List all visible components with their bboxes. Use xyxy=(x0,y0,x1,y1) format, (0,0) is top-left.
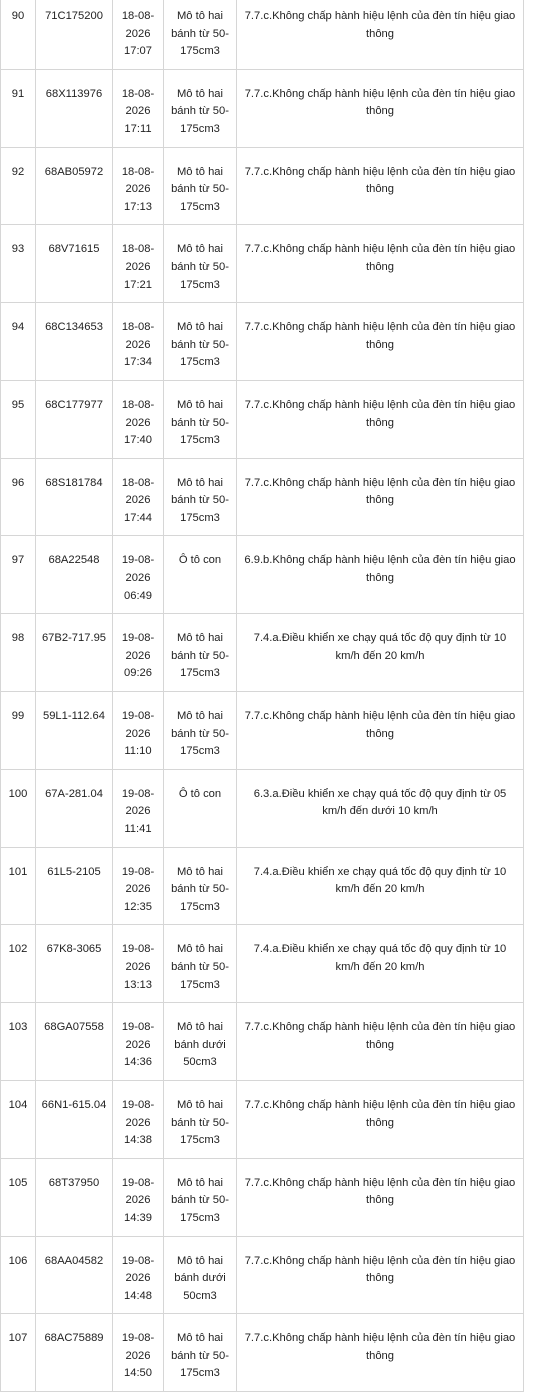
license-plate-cell: 68V71615 xyxy=(36,225,113,303)
violation-time-cell: 19-08-2026 14:38 xyxy=(113,1080,164,1158)
violation-time-cell: 18-08-2026 17:40 xyxy=(113,380,164,458)
violation-description-cell: 6.3.a.Điều khiển xe chạy quá tốc độ quy định từ 05 km/h đến dưới 10 km/h xyxy=(237,769,524,847)
license-plate-cell: 71C175200 xyxy=(36,0,113,69)
violation-description-cell: 7.7.c.Không chấp hành hiệu lệnh của đèn tín hiệu giao thông xyxy=(237,458,524,536)
row-number-cell: 92 xyxy=(1,147,36,225)
vehicle-type-cell: Mô tô hai bánh từ 50-175cm3 xyxy=(164,225,237,303)
license-plate-cell: 67B2-717.95 xyxy=(36,614,113,692)
row-number-cell: 96 xyxy=(1,458,36,536)
violation-time-cell: 18-08-2026 17:44 xyxy=(113,458,164,536)
vehicle-type-cell: Mô tô hai bánh dưới 50cm3 xyxy=(164,1236,237,1314)
table-row xyxy=(1,69,524,147)
violation-description-cell: 7.7.c.Không chấp hành hiệu lệnh của đèn tín hiệu giao thông xyxy=(237,1003,524,1081)
table-row xyxy=(1,769,524,847)
violation-description-cell: 7.7.c.Không chấp hành hiệu lệnh của đèn tín hiệu giao thông xyxy=(237,1158,524,1236)
table-row xyxy=(1,847,524,925)
table-row xyxy=(1,692,524,770)
row-number-cell: 97 xyxy=(1,536,36,614)
license-plate-cell: 67K8-3065 xyxy=(36,925,113,1003)
row-number-cell: 90 xyxy=(1,0,36,69)
vehicle-type-cell: Mô tô hai bánh từ 50-175cm3 xyxy=(164,1080,237,1158)
violation-time-cell: 18-08-2026 17:11 xyxy=(113,69,164,147)
violation-description-cell: 7.7.c.Không chấp hành hiệu lệnh của đèn tín hiệu giao thông xyxy=(237,69,524,147)
vehicle-type-cell: Mô tô hai bánh từ 50-175cm3 xyxy=(164,1158,237,1236)
violation-time-cell: 19-08-2026 14:50 xyxy=(113,1314,164,1392)
table-row xyxy=(1,380,524,458)
violations-table-body xyxy=(1,0,524,1392)
license-plate-cell: 68GA07558 xyxy=(36,1003,113,1081)
violation-time-cell: 18-08-2026 17:21 xyxy=(113,225,164,303)
violation-description-cell: 7.7.c.Không chấp hành hiệu lệnh của đèn tín hiệu giao thông xyxy=(237,0,524,69)
row-number-cell: 106 xyxy=(1,1236,36,1314)
row-number-cell: 101 xyxy=(1,847,36,925)
vehicle-type-cell: Mô tô hai bánh từ 50-175cm3 xyxy=(164,1314,237,1392)
license-plate-cell: 67A-281.04 xyxy=(36,769,113,847)
table-row xyxy=(1,147,524,225)
vehicle-type-cell: Mô tô hai bánh từ 50-175cm3 xyxy=(164,0,237,69)
violation-description-cell: 7.7.c.Không chấp hành hiệu lệnh của đèn tín hiệu giao thông xyxy=(237,1236,524,1314)
violation-description-cell: 7.7.c.Không chấp hành hiệu lệnh của đèn tín hiệu giao thông xyxy=(237,303,524,381)
license-plate-cell: 68C134653 xyxy=(36,303,113,381)
table-row xyxy=(1,614,524,692)
vehicle-type-cell: Mô tô hai bánh từ 50-175cm3 xyxy=(164,925,237,1003)
license-plate-cell: 68T37950 xyxy=(36,1158,113,1236)
table-row xyxy=(1,225,524,303)
table-row xyxy=(1,536,524,614)
violation-time-cell: 19-08-2026 14:39 xyxy=(113,1158,164,1236)
violation-time-cell: 19-08-2026 14:36 xyxy=(113,1003,164,1081)
table-row xyxy=(1,458,524,536)
license-plate-cell: 66N1-615.04 xyxy=(36,1080,113,1158)
violation-description-cell: 7.4.a.Điều khiển xe chạy quá tốc độ quy định từ 10 km/h đến 20 km/h xyxy=(237,925,524,1003)
violation-description-cell: 7.7.c.Không chấp hành hiệu lệnh của đèn tín hiệu giao thông xyxy=(237,225,524,303)
row-number-cell: 104 xyxy=(1,1080,36,1158)
table-row xyxy=(1,1003,524,1081)
license-plate-cell: 59L1-112.64 xyxy=(36,692,113,770)
row-number-cell: 107 xyxy=(1,1314,36,1392)
table-row xyxy=(1,0,524,69)
vehicle-type-cell: Mô tô hai bánh từ 50-175cm3 xyxy=(164,303,237,381)
vehicle-type-cell: Ô tô con xyxy=(164,769,237,847)
table-row xyxy=(1,1236,524,1314)
violation-description-cell: 7.7.c.Không chấp hành hiệu lệnh của đèn tín hiệu giao thông xyxy=(237,1080,524,1158)
vehicle-type-cell: Ô tô con xyxy=(164,536,237,614)
violation-description-cell: 7.7.c.Không chấp hành hiệu lệnh của đèn tín hiệu giao thông xyxy=(237,380,524,458)
violation-time-cell: 18-08-2026 17:34 xyxy=(113,303,164,381)
license-plate-cell: 68S181784 xyxy=(36,458,113,536)
vehicle-type-cell: Mô tô hai bánh từ 50-175cm3 xyxy=(164,69,237,147)
vehicle-type-cell: Mô tô hai bánh từ 50-175cm3 xyxy=(164,380,237,458)
vehicle-type-cell: Mô tô hai bánh từ 50-175cm3 xyxy=(164,147,237,225)
violation-description-cell: 7.4.a.Điều khiển xe chạy quá tốc độ quy định từ 10 km/h đến 20 km/h xyxy=(237,614,524,692)
violation-time-cell: 18-08-2026 17:13 xyxy=(113,147,164,225)
row-number-cell: 99 xyxy=(1,692,36,770)
row-number-cell: 94 xyxy=(1,303,36,381)
table-row xyxy=(1,1080,524,1158)
license-plate-cell: 68A22548 xyxy=(36,536,113,614)
violation-time-cell: 19-08-2026 13:13 xyxy=(113,925,164,1003)
violation-time-cell: 19-08-2026 14:48 xyxy=(113,1236,164,1314)
row-number-cell: 98 xyxy=(1,614,36,692)
violation-description-cell: 6.9.b.Không chấp hành hiệu lệnh của đèn tín hiệu giao thông xyxy=(237,536,524,614)
vehicle-type-cell: Mô tô hai bánh dưới 50cm3 xyxy=(164,1003,237,1081)
violation-time-cell: 19-08-2026 11:10 xyxy=(113,692,164,770)
license-plate-cell: 68X113976 xyxy=(36,69,113,147)
table-row xyxy=(1,925,524,1003)
violation-time-cell: 18-08-2026 17:07 xyxy=(113,0,164,69)
violation-description-cell: 7.7.c.Không chấp hành hiệu lệnh của đèn tín hiệu giao thông xyxy=(237,692,524,770)
row-number-cell: 93 xyxy=(1,225,36,303)
violation-description-cell: 7.7.c.Không chấp hành hiệu lệnh của đèn tín hiệu giao thông xyxy=(237,1314,524,1392)
violation-time-cell: 19-08-2026 06:49 xyxy=(113,536,164,614)
violation-time-cell: 19-08-2026 12:35 xyxy=(113,847,164,925)
violation-time-cell: 19-08-2026 11:41 xyxy=(113,769,164,847)
license-plate-cell: 68C177977 xyxy=(36,380,113,458)
vehicle-type-cell: Mô tô hai bánh từ 50-175cm3 xyxy=(164,458,237,536)
row-number-cell: 102 xyxy=(1,925,36,1003)
license-plate-cell: 68AC75889 xyxy=(36,1314,113,1392)
violation-description-cell: 7.4.a.Điều khiển xe chạy quá tốc độ quy định từ 10 km/h đến 20 km/h xyxy=(237,847,524,925)
row-number-cell: 95 xyxy=(1,380,36,458)
license-plate-cell: 61L5-2105 xyxy=(36,847,113,925)
vehicle-type-cell: Mô tô hai bánh từ 50-175cm3 xyxy=(164,847,237,925)
row-number-cell: 103 xyxy=(1,1003,36,1081)
vehicle-type-cell: Mô tô hai bánh từ 50-175cm3 xyxy=(164,692,237,770)
violation-description-cell: 7.7.c.Không chấp hành hiệu lệnh của đèn tín hiệu giao thông xyxy=(237,147,524,225)
license-plate-cell: 68AB05972 xyxy=(36,147,113,225)
license-plate-cell: 68AA04582 xyxy=(36,1236,113,1314)
table-row xyxy=(1,303,524,381)
table-row xyxy=(1,1314,524,1392)
row-number-cell: 100 xyxy=(1,769,36,847)
row-number-cell: 91 xyxy=(1,69,36,147)
table-row xyxy=(1,1158,524,1236)
violation-time-cell: 19-08-2026 09:26 xyxy=(113,614,164,692)
vehicle-type-cell: Mô tô hai bánh từ 50-175cm3 xyxy=(164,614,237,692)
row-number-cell: 105 xyxy=(1,1158,36,1236)
